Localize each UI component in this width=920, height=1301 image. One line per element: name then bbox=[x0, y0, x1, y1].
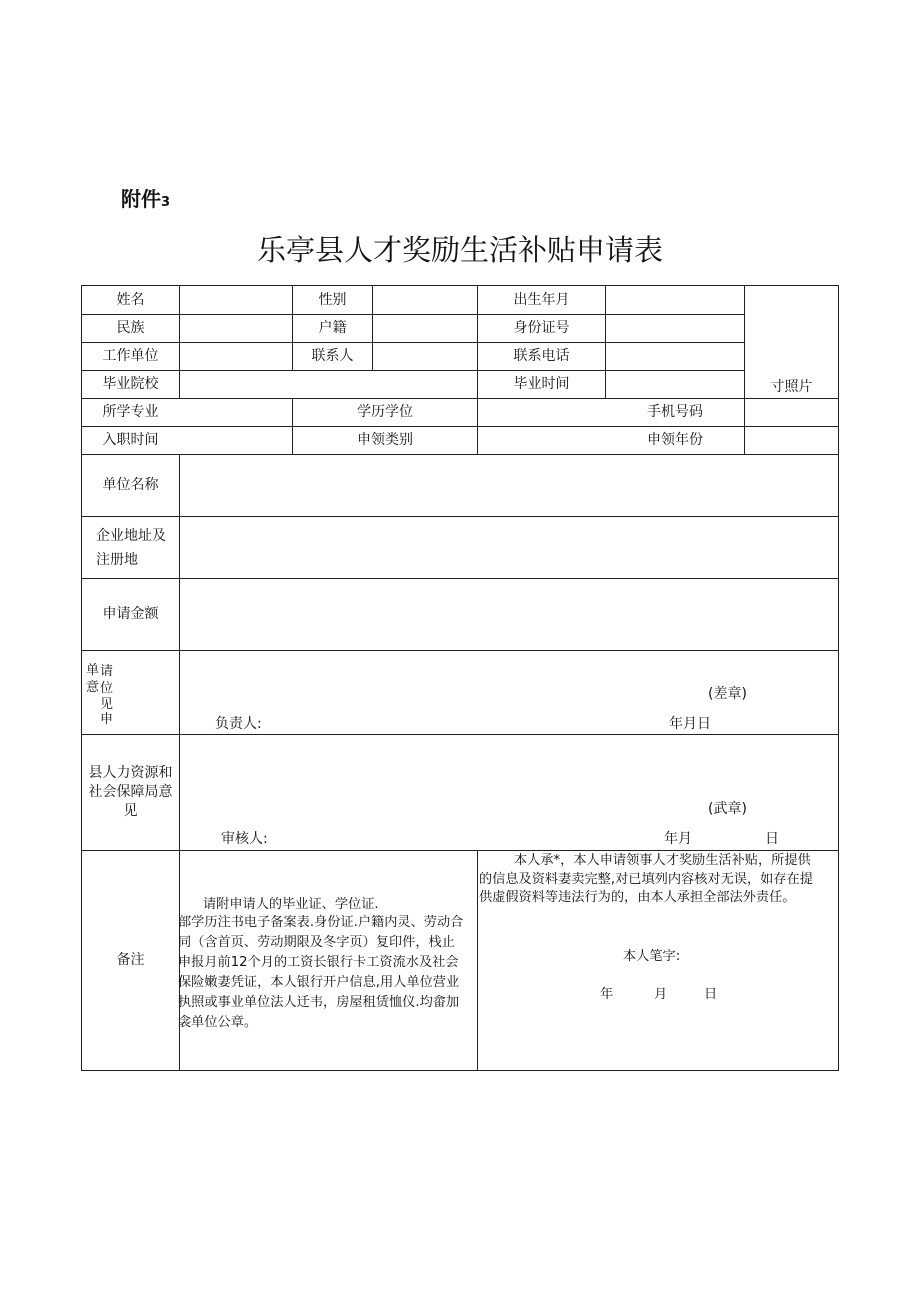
unit-opinion-char: 意 bbox=[86, 680, 102, 695]
unit-opinion-char: 申 bbox=[100, 712, 116, 727]
id-label: 身份证号 bbox=[513, 320, 570, 337]
amount-label: 申请金额 bbox=[102, 606, 159, 623]
claim-year-field[interactable] bbox=[745, 427, 838, 454]
id-field[interactable] bbox=[606, 315, 744, 342]
gender-label: 性别 bbox=[318, 291, 347, 308]
attachment-text: 附件 bbox=[121, 187, 161, 211]
hr-reviewer-label: 审核人: bbox=[221, 831, 268, 847]
unit-opinion-char: 位 bbox=[100, 681, 116, 696]
unit-name-field[interactable] bbox=[180, 455, 838, 516]
notes-label: 备注 bbox=[116, 952, 145, 969]
hukou-label: 户籍 bbox=[318, 320, 347, 337]
name-label: 姓名 bbox=[116, 291, 145, 308]
major-field[interactable] bbox=[180, 399, 292, 426]
promise-section bbox=[478, 851, 838, 1070]
ethnicity-label: 民族 bbox=[116, 320, 145, 337]
unit-responsible-label: 负责人: bbox=[215, 716, 262, 732]
unit-opinion-char: 请 bbox=[100, 664, 116, 679]
notes-line: 请附申请人的毕业证、学位证. bbox=[203, 897, 379, 912]
notes-line: 执照或事业单位法人迁韦，房屋租赁恤仪.均畲加 bbox=[178, 995, 460, 1010]
promise-line: 供虚假资料等违法行为的，由本人承担全部法外责任。 bbox=[479, 890, 796, 905]
promise-line: 的信息及资料妻卖完整,对已填列内容核对无误，如存在提 bbox=[479, 872, 813, 887]
photo-box[interactable] bbox=[745, 286, 838, 398]
attachment-number: 3 bbox=[161, 195, 171, 210]
unit-seal-label: (差章) bbox=[708, 686, 747, 702]
notes-line: 保险嫩妻凭证，本人银行开户信息,用人单位营业 bbox=[178, 975, 460, 990]
school-label: 毕业院校 bbox=[102, 376, 159, 393]
unit-date-label: 年月日 bbox=[669, 716, 711, 732]
name-field[interactable] bbox=[180, 286, 292, 314]
ethnicity-field[interactable] bbox=[180, 315, 292, 342]
hukou-field[interactable] bbox=[373, 315, 477, 342]
unit-opinion-char: 单 bbox=[86, 663, 102, 678]
hr-opinion-field[interactable] bbox=[180, 735, 838, 850]
company-address-label-line1: 企业地址及 bbox=[96, 528, 166, 544]
notes-line: 衾单位公章。 bbox=[178, 1015, 258, 1030]
company-address-field[interactable] bbox=[180, 517, 838, 578]
signature-day: 日 bbox=[704, 987, 718, 1002]
grad-time-field[interactable] bbox=[606, 371, 744, 398]
amount-field[interactable] bbox=[180, 579, 838, 650]
degree-label: 学历学位 bbox=[357, 404, 413, 421]
workplace-label: 工作单位 bbox=[102, 348, 159, 365]
school-field[interactable] bbox=[180, 371, 477, 398]
workplace-field[interactable] bbox=[180, 343, 292, 370]
contact-phone-label: 联系电话 bbox=[513, 348, 570, 365]
unit-opinion-label bbox=[82, 651, 179, 734]
hr-label-line2: 社会保障局意 bbox=[88, 784, 173, 800]
unit-opinion-field[interactable] bbox=[180, 651, 838, 734]
mobile-field[interactable] bbox=[745, 399, 838, 426]
hr-opinion-label bbox=[82, 735, 179, 850]
notes-line: 部学历注书电子备案表.身份证.户籍内灵、劳动合 bbox=[178, 915, 464, 930]
hr-date-day-label: 日 bbox=[765, 831, 779, 847]
contact-field[interactable] bbox=[373, 343, 477, 370]
signature-month: 月 bbox=[654, 987, 668, 1002]
claim-type-label: 申领类别 bbox=[357, 432, 413, 449]
gender-field[interactable] bbox=[373, 286, 477, 314]
claim-type-field[interactable] bbox=[478, 427, 605, 454]
signature-year: 年 bbox=[600, 987, 614, 1002]
birth-field[interactable] bbox=[606, 286, 744, 314]
photo-label: 寸照片 bbox=[770, 379, 813, 395]
attachment-label bbox=[121, 183, 170, 212]
unit-name-label: 单位名称 bbox=[102, 477, 159, 494]
promise-line: 本人承*，本人申请领事人才奖励生活补贴，所提供 bbox=[514, 853, 811, 868]
major-label: 所学专业 bbox=[102, 404, 159, 421]
hr-date-label: 年月 bbox=[664, 831, 692, 847]
contact-phone-field[interactable] bbox=[606, 343, 744, 370]
contact-label: 联系人 bbox=[311, 348, 354, 365]
company-address-label-line2: 注册地 bbox=[96, 552, 138, 568]
notes-line: 同（含首页、劳动期限及冬字页）复印件，栈止 bbox=[178, 935, 455, 950]
unit-opinion-char: 见 bbox=[100, 697, 116, 712]
grad-time-label: 毕业时间 bbox=[513, 376, 570, 393]
notes-text bbox=[180, 851, 477, 1070]
company-address-label bbox=[82, 517, 179, 578]
mobile-label: 手机号码 bbox=[647, 404, 703, 421]
hire-time-label: 入职时间 bbox=[102, 432, 159, 449]
hr-label-line3: 见 bbox=[123, 803, 138, 819]
hr-label-line1: 县人力资源和 bbox=[88, 765, 173, 781]
birth-label: 出生年月 bbox=[513, 291, 570, 308]
hire-time-field[interactable] bbox=[180, 427, 292, 454]
degree-field[interactable] bbox=[478, 399, 605, 426]
claim-year-label: 申领年份 bbox=[647, 432, 703, 449]
notes-line: 申报月前12个月的工资长银行卡工资流水及社会 bbox=[178, 955, 459, 970]
hr-seal-label: (武章) bbox=[708, 801, 747, 817]
signature-label: 本人笔字: bbox=[623, 949, 681, 964]
page-title: 乐亭县人才奖励生活补贴申请表 bbox=[256, 233, 663, 267]
